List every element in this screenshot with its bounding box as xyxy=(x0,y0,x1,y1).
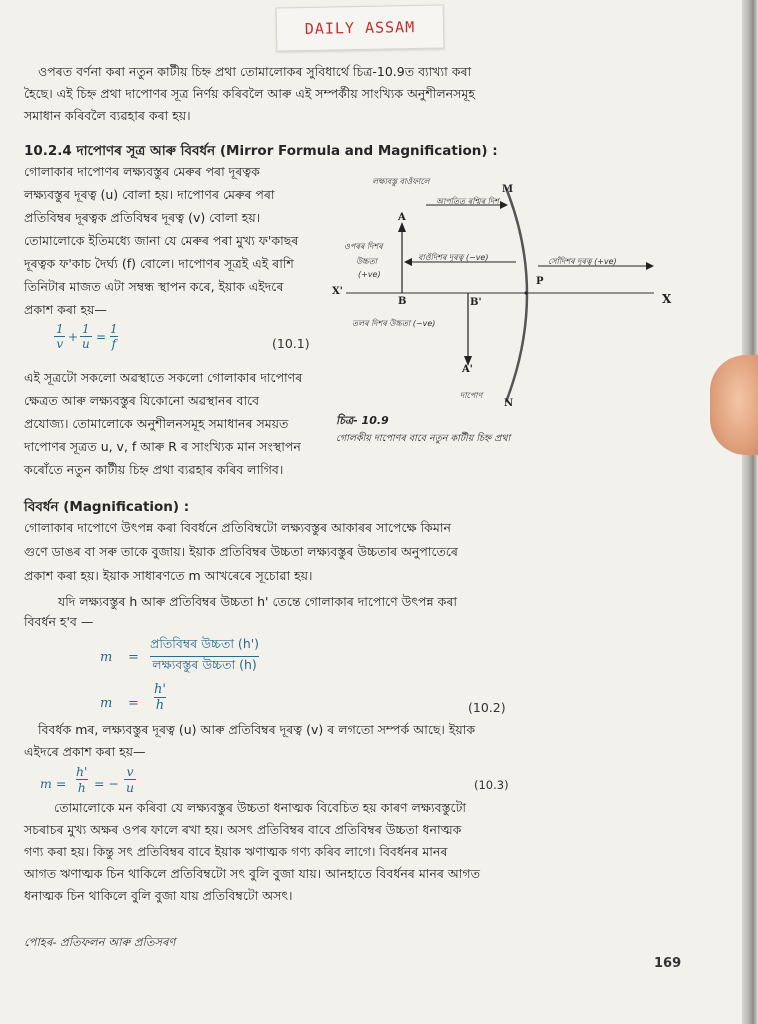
section-heading: 10.2.4 দাপোণৰ সূত্ৰ আৰু বিবৰ্ধন (Mirror Formula and Magnification) : xyxy=(24,143,498,159)
paragraph-line: গণ্য কৰা হয়। কিন্তু সৎ প্ৰতিবিম্বৰ বাবে ইয়াক ঋণাত্মক গণ্য কৰিব লাগে। বিবৰ্ধনৰ মানৰ xyxy=(24,844,448,859)
v-over-u xyxy=(124,764,136,795)
denominator: f xyxy=(111,337,117,351)
numerator: h' xyxy=(154,682,166,697)
intro-line: হৈছে। এই চিহ্ন প্ৰথা দাপোণৰ সূত্ৰ নিৰ্ণয় কৰিবলৈ আৰু এই সম্পৰ্কীয় সাংখ্যিক অনুশীলনসমূহ xyxy=(24,86,475,101)
numerator: v xyxy=(126,764,134,779)
paragraph-line: বিবৰ্ধক mৰ, লক্ষ্যবস্তুৰ দূৰত্ব (u) আৰু প্ৰতিবিম্বৰ দূৰত্ব (v) ৰ লগতো সম্পৰ্ক আছে। ইয়াক xyxy=(38,722,476,737)
incident-arrow-head xyxy=(500,201,508,209)
point-p: P xyxy=(536,276,544,287)
m-symbol: m xyxy=(100,650,113,665)
sign-convention-diagram xyxy=(326,170,686,410)
height-ratio-fraction xyxy=(148,636,261,677)
equals-sign: = xyxy=(96,330,107,344)
paragraph-line: এইদৰে প্ৰকাশ কৰা হয়— xyxy=(24,744,146,759)
paragraph-line: তিনিটাৰ মাজত এটা সম্বন্ধ স্থাপন কৰে, ইয়াক এইদৰে xyxy=(24,279,284,294)
point-a-prime: A' xyxy=(462,364,473,375)
intro-line: সমাধান কৰিবলৈ ব্যৱহাৰ কৰা হয়। xyxy=(24,108,191,123)
denominator: h xyxy=(77,780,86,795)
point-m: M xyxy=(502,184,514,195)
book-edge xyxy=(742,0,758,1024)
equals-sign: = xyxy=(128,696,139,711)
pole-point xyxy=(525,292,528,295)
object-arrow-head xyxy=(398,222,406,232)
left-distance-label: বাওঁদিশৰ দূৰত্ব (−ve) xyxy=(418,253,489,262)
height-sign-label: (+ve) xyxy=(358,270,381,279)
point-b: B xyxy=(398,296,407,307)
figure-caption-text: গোলকীয় দাপোণৰ বাবে নতুন কাৰ্টীয় চিহ্ন প্ৰথা xyxy=(336,433,511,444)
equation-number: (10.1) xyxy=(272,336,310,351)
h-prime-over-h xyxy=(74,764,90,795)
paragraph-line: তোমালোকে মন কৰিবা যে লক্ষ্যবস্তুৰ উচ্চতা ধনাত্মক বিবেচিত হয় কাৰণ লক্ষ্যবস্তুটো xyxy=(54,800,467,815)
paragraph-line: গুণে ডাঙৰ বা সৰু তাকে বুজায়। ইয়াক প্ৰতিবিম্বৰ উচ্চতা লক্ষ্যবস্তুৰ উচ্চতাৰ অনুপাতেৰে xyxy=(24,544,458,559)
equation-number: (10.2) xyxy=(468,700,506,715)
paragraph-line: যদি লক্ষ্যবস্তুৰ h আৰু প্ৰতিবিম্বৰ উচ্চতা h' তেন্তে গোলাকাৰ দাপোণে উৎপন্ন কৰা xyxy=(58,594,458,609)
denominator: u xyxy=(82,337,90,351)
h-prime-over-h xyxy=(152,682,168,713)
height-label: উচ্চতা xyxy=(356,257,377,266)
numerator: 1 xyxy=(110,322,118,336)
denominator: h xyxy=(155,698,165,713)
page-number: 169 xyxy=(654,956,682,971)
m-symbol: m xyxy=(100,696,113,711)
daily-assam-stamp: DAILY ASSAM xyxy=(276,5,445,52)
paragraph-line: প্ৰযোজ্য। তোমালোকে অনুশীলনসমূহ সমাধানৰ সময়ত xyxy=(24,416,289,431)
numerator: 1 xyxy=(56,322,64,336)
equals-sign: = xyxy=(128,650,139,665)
mirror-label: দাপোণ xyxy=(460,391,483,400)
paragraph-line: এই সূত্ৰটো সকলো অৱস্থাতে সকলো গোলাকাৰ দাপোণৰ xyxy=(24,370,303,385)
paragraph-line: লক্ষ্যবস্তুৰ দূৰত্ব (u) বোলা হয়। দাপোণৰ মেৰুৰ পৰা xyxy=(24,187,275,202)
point-x-prime: X' xyxy=(332,286,343,297)
paragraph-line: কৰোঁতে নতুন কাৰ্টীয় চিহ্ন প্ৰথা ব্যৱহাৰ কৰিব লাগিব। xyxy=(24,462,284,477)
fraction-1-over-f xyxy=(108,322,120,351)
fraction-1-over-u xyxy=(80,322,92,351)
chapter-footer: পোহৰ- প্ৰতিফলন আৰু প্ৰতিসৰণ xyxy=(24,935,176,949)
paragraph-line: দাপোণৰ সূত্ৰত u, v, f আৰু R ৰ সাংখ্যিক মান সংস্থাপন xyxy=(24,439,301,454)
point-x: X xyxy=(662,292,672,306)
paragraph-line: বিবৰ্ধন হ'ব — xyxy=(24,614,94,629)
paragraph-line: আগত ঋণাত্মক চিন থাকিলে প্ৰতিবিম্বটো সৎ বুলি বুজা যায়। আনহাতে বিবৰ্ধনৰ মানৰ আগত xyxy=(24,866,481,881)
paragraph-line: দূৰত্বক ফ'কাচ দৈৰ্ঘ্য (f) বোলে। দাপোণৰ সূত্ৰই এই ৰাশি xyxy=(24,256,294,271)
paragraph-line: গোলাকাৰ দাপোণৰ লক্ষ্যবস্তুৰ মেৰুৰ পৰা দূৰত্বক xyxy=(24,164,260,179)
plus-sign: + xyxy=(68,330,79,344)
left-distance-arrow-head xyxy=(404,258,412,266)
mirror-arc xyxy=(506,188,527,402)
point-n: N xyxy=(504,398,514,409)
numerator: h' xyxy=(76,764,88,779)
paragraph-line: তোমালোকে ইতিমধ্যে জানা যে মেৰুৰ পৰা মুখ্য ফ'কাছৰ xyxy=(24,233,299,248)
downward-label: তলৰ দিশৰ উচ্চতা (−ve) xyxy=(352,319,436,328)
point-a: A xyxy=(398,212,406,223)
paragraph-line: সচৰাচৰ মুখ্য অক্ষৰ ওপৰ ফালে ৰখা হয়। অসৎ প্ৰতিবিম্বৰ বাবে প্ৰতিবিম্বৰ উচ্চতা ধনাত্মক xyxy=(24,822,462,837)
denominator: লক্ষ্যবস্তুৰ উচ্চতা (h) xyxy=(150,656,258,677)
upward-label: ওপৰৰ দিশৰ xyxy=(344,242,383,251)
denominator: v xyxy=(56,337,64,351)
intro-line: ওপৰত বৰ্ণনা কৰা নতুন কাৰ্টীয় চিহ্ন প্ৰথা তোমালোকৰ সুবিধাৰ্থে চিত্ৰ-10.9ত ব্যাখ্যা কৰা xyxy=(38,64,472,79)
equals-minus: = − xyxy=(94,776,119,791)
right-distance-label: সোঁদিশৰ দূৰত্ব (+ve) xyxy=(548,257,617,266)
magnification-heading: বিবৰ্ধন (Magnification) : xyxy=(24,499,190,515)
paragraph-line: প্ৰকাশ কৰা হয়। ইয়াক সাধাৰণতে m আখৰেৰে সূচোৱা হয়। xyxy=(24,568,313,583)
incident-direction-label: আপতিত ৰশ্মিৰ দিশ xyxy=(436,197,499,206)
right-distance-arrow-head xyxy=(646,262,654,270)
paragraph-line: প্ৰকাশ কৰা হয়— xyxy=(24,302,107,317)
figure-caption-title: চিত্ৰ- 10.9 xyxy=(336,414,389,427)
equation-number: (10.3) xyxy=(474,778,509,792)
object-side-label: লক্ষ্যবস্তু বাওঁফালে xyxy=(372,177,430,186)
paragraph-line: প্ৰতিবিম্বৰ দূৰত্বক প্ৰতিবিম্বৰ দূৰত্ব (v) বোলা হয়। xyxy=(24,210,261,225)
fraction-1-over-v xyxy=(54,322,66,351)
denominator: u xyxy=(126,780,135,795)
numerator: 1 xyxy=(82,322,90,336)
finger xyxy=(710,355,758,455)
m-equals: m = xyxy=(40,776,67,791)
point-b-prime: B' xyxy=(470,297,482,308)
paragraph-line: ধনাত্মক চিন থাকিলে বুলি বুজা যায় প্ৰতিবিম্বটো অসৎ। xyxy=(24,888,293,903)
paragraph-line: ক্ষেত্ৰত আৰু লক্ষ্যবস্তুৰ যিকোনো অৱস্থানৰ বাবে xyxy=(24,393,260,408)
numerator: প্ৰতিবিম্বৰ উচ্চতা (h') xyxy=(150,636,260,651)
paragraph-line: গোলাকাৰ দাপোণে উৎপন্ন কৰা বিবৰ্ধনে প্ৰতিবিম্বটো লক্ষ্যবস্তুৰ আকাৰৰ সাপেক্ষে কিমান xyxy=(24,520,451,535)
